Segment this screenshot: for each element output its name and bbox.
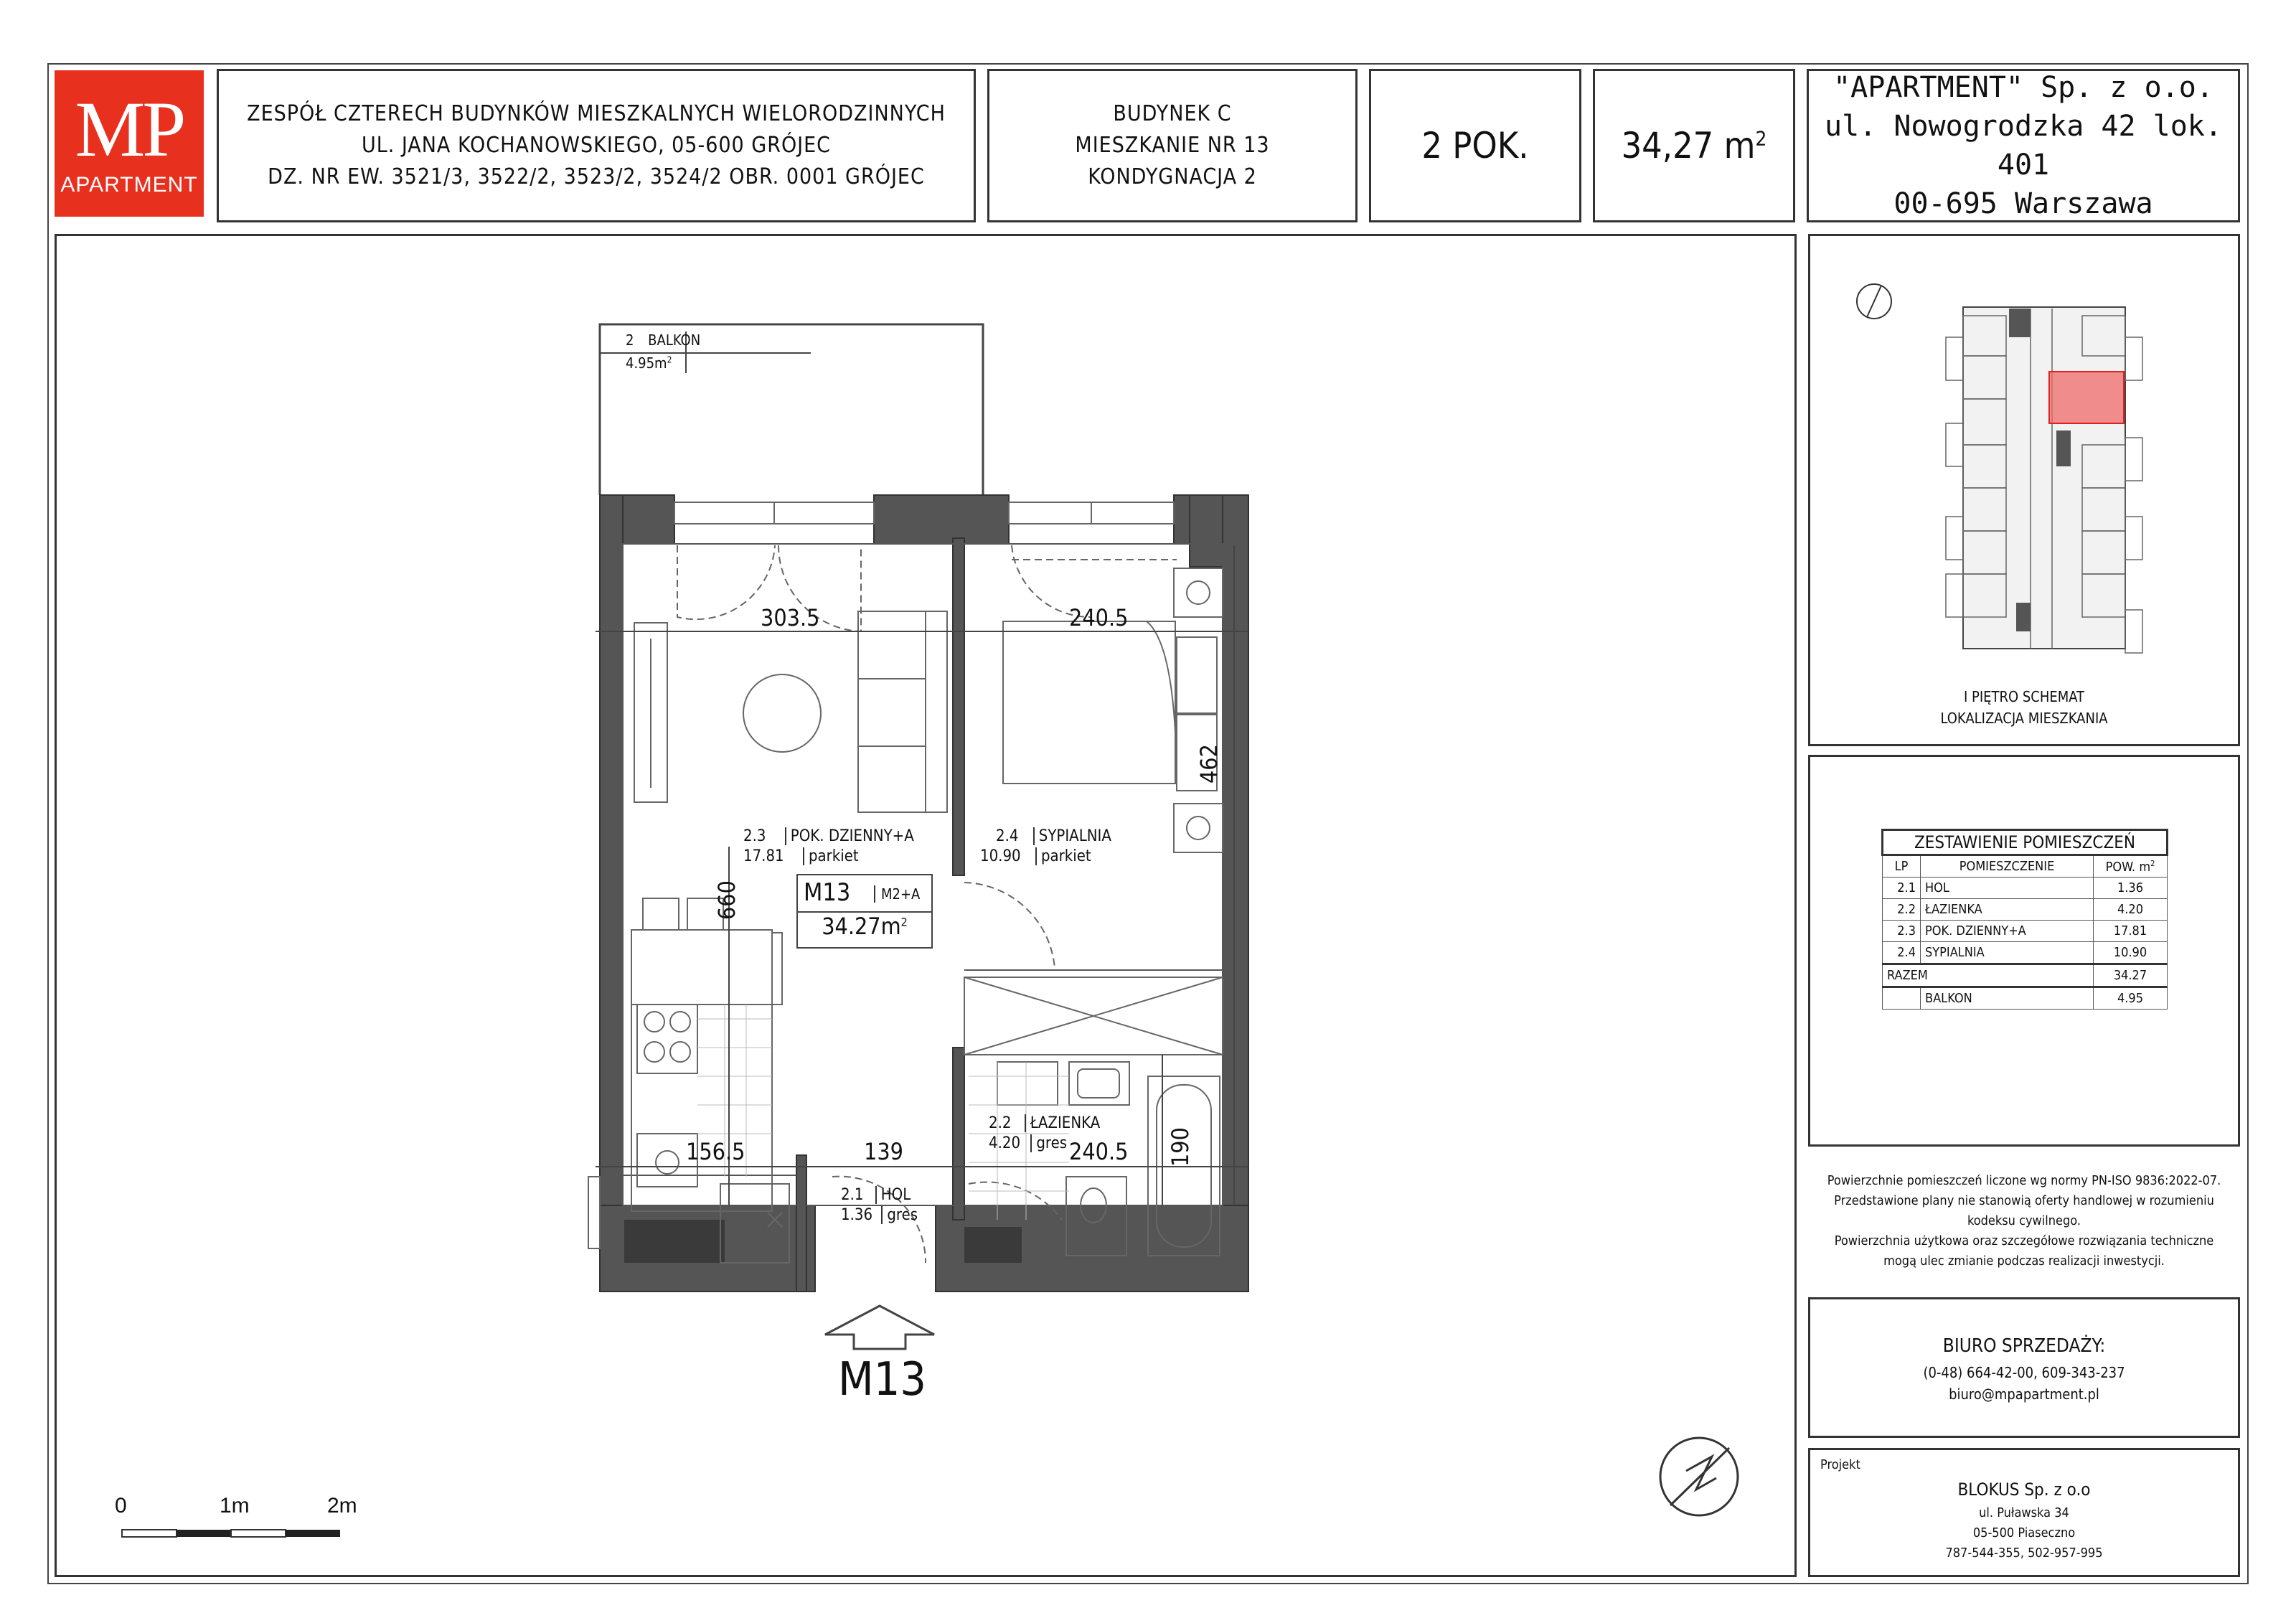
bathroom-floor: gres: [1030, 1134, 1067, 1152]
balcony-area-value: 4.95m: [626, 354, 667, 372]
disclaimer-4: Powierzchnia użytkowa oraz szczegółowe rozwiązania techniczne: [1834, 1233, 2214, 1248]
apartment-label: MIESZKANIE NR 13: [1075, 133, 1270, 158]
row-lp: 2.4: [1883, 942, 1921, 964]
project-line-2: UL. JANA KOCHANOWSKIEGO, 05-600 GRÓJEC: [361, 133, 832, 158]
scale-label-0: 0: [115, 1494, 127, 1518]
col-name: POMIESZCZENIE: [1921, 855, 2094, 878]
sales-office-box: [1808, 1297, 2240, 1438]
bathroom-name: ŁAZIENKA: [1025, 1114, 1100, 1132]
dim-bathroom-height: 190: [1167, 1127, 1194, 1167]
balcony-area-sup: 2: [667, 354, 672, 365]
row-name: SYPIALNIA: [1921, 942, 2094, 964]
row-lp: 2.3: [1883, 921, 1921, 942]
schema-caption-1: I PIĘTRO SCHEMAT: [1963, 688, 2085, 705]
row-area: 1.36: [2094, 878, 2168, 899]
designer-street: ul. Puławska 34: [1979, 1505, 2069, 1520]
scale-label-2m: 2m: [327, 1494, 357, 1518]
logo-subtitle: APARTMENT: [60, 173, 198, 197]
balcony-row-area: 4.95: [2094, 987, 2168, 1010]
table-row: [1883, 942, 2168, 964]
unit-area-value: 34,27 m: [1621, 125, 1756, 166]
balcony-name: BALKON: [648, 331, 701, 349]
row-name: HOL: [1921, 878, 2094, 899]
dim-hall-width: 139: [864, 1138, 903, 1165]
balcony: [600, 324, 983, 495]
living-room-label: [743, 827, 914, 867]
entry-label: M13: [838, 1353, 926, 1406]
developer-street: ul. Nowogrodzka 42 lok. 401: [1825, 110, 2222, 182]
table-row: [1883, 899, 2168, 921]
stamp-code: M13: [804, 878, 851, 907]
stamp-area-sup: 2: [900, 915, 908, 929]
dim-bathroom-width: 240.5: [1069, 1138, 1129, 1165]
living-name: POK. DZIENNY+A: [785, 827, 914, 845]
row-area: 10.90: [2094, 942, 2168, 964]
floor-label: KONDYGNACJA 2: [1088, 164, 1257, 189]
balcony-row: [1883, 987, 2168, 1010]
hall-area: 1.36: [841, 1206, 873, 1224]
row-lp: 2.2: [1883, 899, 1921, 921]
dim-bedroom-height: 462: [1195, 744, 1223, 784]
bedroom-label: [980, 827, 1111, 867]
living-floor: parkiet: [803, 847, 859, 865]
balcony-label: [626, 331, 700, 349]
sales-phones: (0-48) 664-42-00, 609-343-237: [1923, 1364, 2125, 1381]
project-line-3: DZ. NR EW. 3521/3, 3522/2, 3523/2, 3524/2 OBR. 0001 GRÓJEC: [268, 164, 925, 189]
north-arrow-icon: [1660, 1438, 1738, 1515]
designer-label: Projekt: [1820, 1457, 1860, 1472]
bedroom-floor: parkiet: [1035, 847, 1091, 865]
bedroom-name: SYPIALNIA: [1033, 827, 1111, 845]
rooms-count: 2 POK.: [1421, 125, 1529, 166]
total-area: 34.27: [2094, 964, 2168, 987]
table-row: [1883, 921, 2168, 942]
hall-label: [841, 1185, 918, 1226]
hall-num: 2.1: [841, 1186, 864, 1204]
disclaimer-1: Powierzchnie pomieszczeń liczone wg normy PN-ISO 9836:2022-07.: [1827, 1173, 2221, 1188]
developer-city: 00-695 Warszawa: [1893, 187, 2153, 220]
stamp-area: [798, 911, 931, 940]
hall-floor: gres: [881, 1206, 918, 1224]
balcony-row-name: BALKON: [1921, 987, 2094, 1010]
col-lp: LP: [1883, 855, 1921, 878]
dim-living-width: 303.5: [761, 604, 820, 631]
table-row: [1883, 878, 2168, 899]
sales-title: BIURO SPRZEDAŻY:: [1942, 1335, 2106, 1357]
schema-caption: [1808, 686, 2240, 729]
row-lp: 2.1: [1883, 878, 1921, 899]
sales-email[interactable]: biuro@mpapartment.pl: [1949, 1386, 2099, 1403]
balcony-area: [626, 354, 672, 372]
stamp-area-value: 34.27m: [822, 913, 901, 940]
total-label: RAZEM: [1883, 964, 2094, 987]
bathroom-area: 4.20: [989, 1134, 1021, 1152]
dim-bedroom-width: 240.5: [1069, 604, 1129, 631]
dim-living-height: 660: [713, 880, 740, 920]
balcony-num: 2: [626, 331, 634, 349]
designer-city: 05-500 Piaseczno: [1972, 1525, 2076, 1540]
row-area: 4.20: [2094, 899, 2168, 921]
row-area: 17.81: [2094, 921, 2168, 942]
unit-area-sup: 2: [1755, 126, 1767, 151]
rooms-table-title: ZESTAWIENIE POMIESZCZEŃ: [1883, 830, 2168, 855]
scale-bar: [122, 1530, 340, 1537]
total-row: [1883, 964, 2168, 987]
rooms-table: [1881, 829, 2168, 1010]
living-area: 17.81: [743, 847, 784, 865]
col-area-sup: 2: [2150, 858, 2155, 868]
bedroom-area: 10.90: [980, 847, 1021, 865]
living-num: 2.3: [743, 827, 766, 845]
designer-phones: 787-544-355, 502-957-995: [1945, 1546, 2103, 1561]
col-area-text: POW. m: [2105, 859, 2151, 875]
col-area: [2094, 855, 2168, 878]
project-line-1: ZESPÓŁ CZTERECH BUDYNKÓW MIESZKALNYCH WIELORODZINNYCH: [247, 101, 946, 126]
stamp-type: M2+A: [874, 885, 920, 903]
disclaimer-2: Przedstawione plany nie stanowią oferty handlowej w rozumieniu: [1834, 1193, 2214, 1208]
developer-name: "APARTMENT" Sp. z o.o.: [1833, 71, 2213, 104]
schema-caption-2: LOKALIZACJA MIESZKANIA: [1940, 710, 2108, 727]
scale-label-1m: 1m: [220, 1494, 250, 1518]
dim-kitchen-width: 156.5: [686, 1138, 745, 1165]
disclaimer-5: mogą ulec zmianie podczas realizacji inwestycji.: [1883, 1253, 2165, 1269]
disclaimer-3: kodeksu cywilnego.: [1967, 1213, 2081, 1228]
disclaimer: [1808, 1157, 2240, 1286]
designer-name: BLOKUS Sp. z o.o: [1957, 1479, 2091, 1500]
schema-panel: [1808, 234, 2240, 746]
bedroom-num: 2.4: [996, 827, 1019, 845]
bathroom-num: 2.2: [989, 1114, 1012, 1132]
hall-name: HOL: [875, 1186, 911, 1204]
logo-mark: MP: [75, 85, 184, 173]
designer-box: [1808, 1448, 2240, 1577]
row-name: ŁAZIENKA: [1921, 899, 2094, 921]
entry-arrow-icon: [825, 1306, 934, 1349]
row-name: POK. DZIENNY+A: [1921, 921, 2094, 942]
unit-stamp: [796, 874, 933, 949]
building-label: BUDYNEK C: [1113, 101, 1232, 126]
